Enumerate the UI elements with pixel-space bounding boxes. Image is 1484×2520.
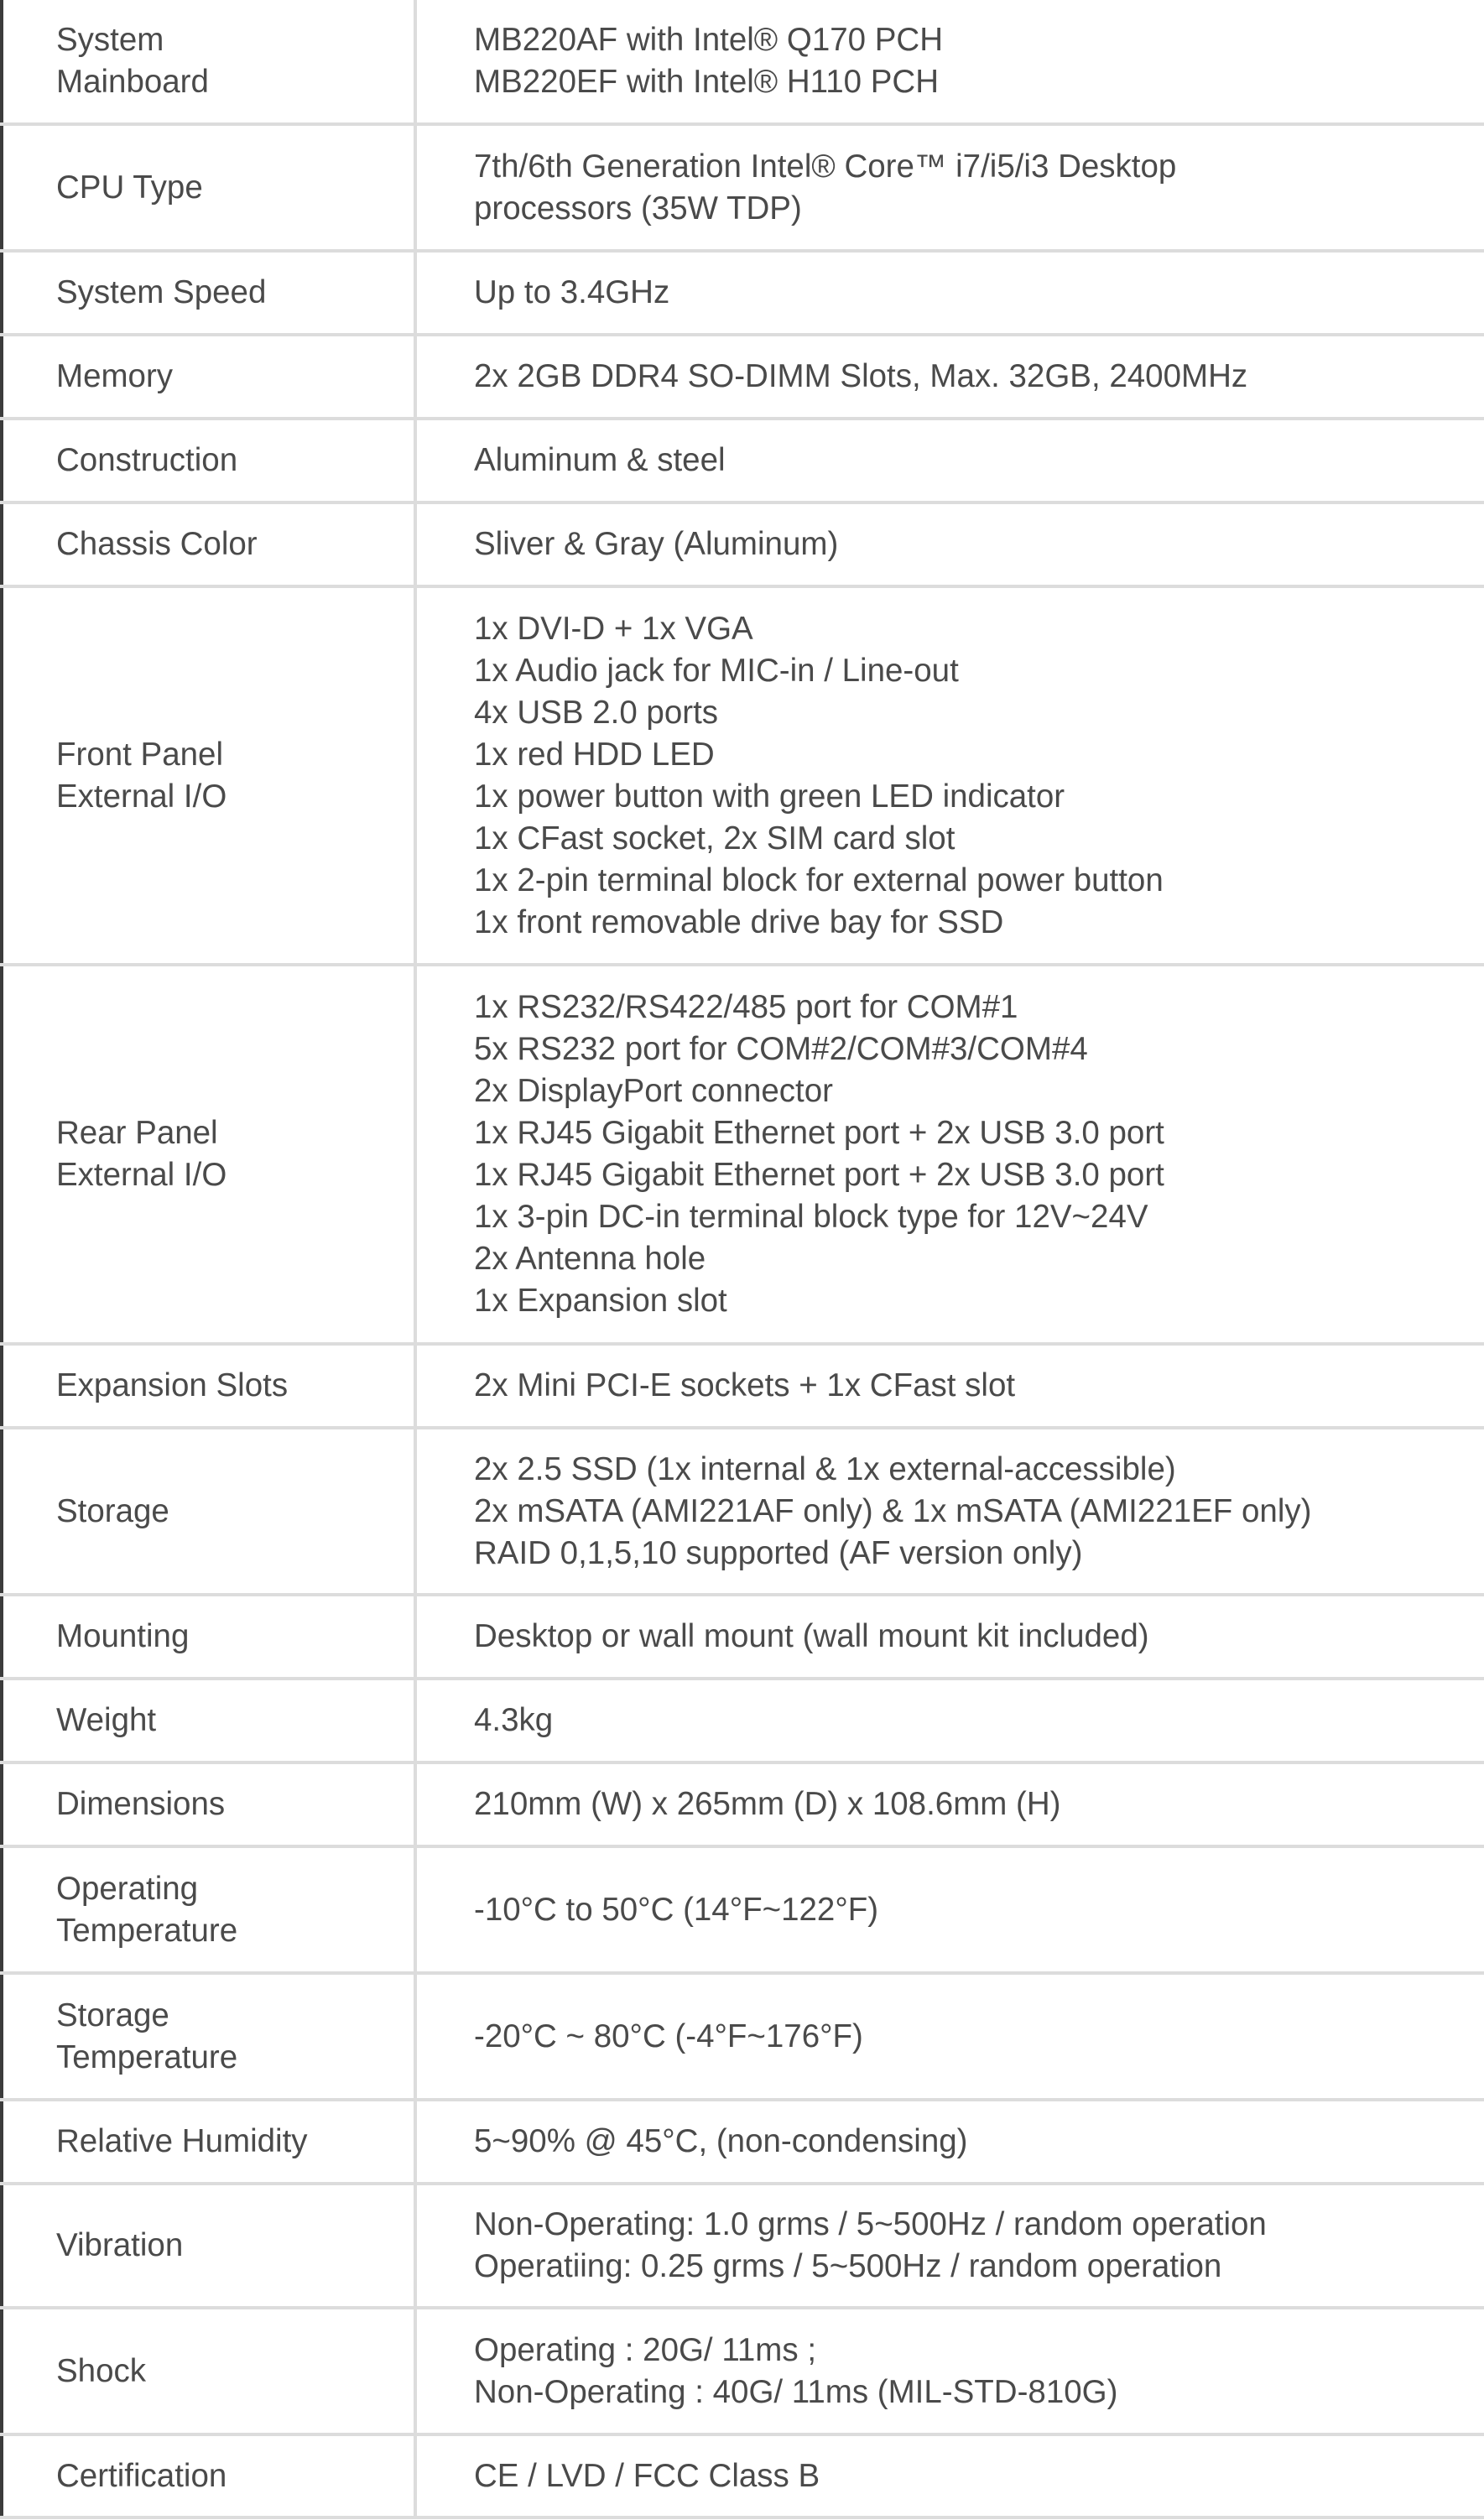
spec-value-line: 4x USB 2.0 ports — [474, 694, 719, 731]
spec-label: Memory — [2, 335, 415, 419]
spec-value-line: Up to 3.4GHz — [474, 274, 670, 310]
spec-value-line: 2x DisplayPort connector — [474, 1073, 833, 1109]
spec-label: Storage Temperature — [2, 1973, 415, 2100]
spec-value-line: Operatiing: 0.25 grms / 5~500Hz / random operation — [474, 2248, 1222, 2284]
spec-value-line: 4.3kg — [474, 1702, 554, 1738]
spec-value — [415, 502, 1484, 586]
spec-value-line: Sliver & Gray (Aluminum) — [474, 526, 839, 562]
spec-value-line: 1x Expansion slot — [474, 1283, 727, 1319]
spec-label: Operating Temperature — [2, 1846, 415, 1973]
spec-value — [415, 419, 1484, 502]
spec-label: System Mainboard — [2, 0, 415, 124]
spec-value — [415, 2184, 1484, 2308]
spec-value-line: MB220EF with Intel® H110 PCH — [474, 64, 940, 100]
spec-label: Front Panel External I/O — [2, 586, 415, 965]
spec-value — [415, 2100, 1484, 2184]
spec-value-line: Operating : 20G/ 11ms ; — [474, 2331, 817, 2368]
spec-value-line: CE / LVD / FCC Class B — [474, 2457, 820, 2494]
spec-value-line: 1x 3-pin DC-in terminal block type for 12V~24V — [474, 1199, 1148, 1235]
spec-value — [415, 335, 1484, 419]
spec-value-line: 1x RJ45 Gigabit Ethernet port + 2x USB 3.0 port — [474, 1157, 1164, 1193]
spec-value-line: processors (35W TDP) — [474, 190, 802, 226]
spec-value-line: 1x DVI-D + 1x VGA — [474, 610, 753, 647]
spec-label: Relative Humidity — [2, 2100, 415, 2184]
spec-value-line: 1x 2-pin terminal block for external power button — [474, 862, 1164, 898]
spec-value-line: Non-Operating : 40G/ 11ms (MIL-STD-810G) — [474, 2373, 1118, 2410]
spec-row — [2, 1344, 1484, 1428]
spec-value — [415, 124, 1484, 251]
spec-value — [415, 1428, 1484, 1595]
spec-label: Mounting — [2, 1595, 415, 1679]
spec-row — [2, 1679, 1484, 1762]
spec-value — [415, 1344, 1484, 1428]
spec-label: Weight — [2, 1679, 415, 1762]
spec-value-line: 1x RS232/RS422/485 port for COM#1 — [474, 989, 1018, 1025]
spec-value-line: 1x CFast socket, 2x SIM card slot — [474, 820, 955, 856]
spec-label: Expansion Slots — [2, 1344, 415, 1428]
spec-row — [2, 502, 1484, 586]
spec-label: Vibration — [2, 2184, 415, 2308]
spec-value-line: 1x Audio jack for MIC-in / Line-out — [474, 652, 959, 689]
spec-label: Storage — [2, 1428, 415, 1595]
spec-value — [415, 2308, 1484, 2434]
spec-row — [2, 965, 1484, 1344]
spec-value-line: 1x RJ45 Gigabit Ethernet port + 2x USB 3.0 port — [474, 1115, 1164, 1151]
spec-value — [415, 2434, 1484, 2517]
spec-row — [2, 2100, 1484, 2184]
spec-value — [415, 965, 1484, 1344]
spec-label: System Speed — [2, 251, 415, 335]
spec-row — [2, 1846, 1484, 1973]
specifications-table-body — [2, 0, 1484, 2517]
spec-value-line: 1x red HDD LED — [474, 736, 715, 773]
spec-row — [2, 335, 1484, 419]
spec-value — [415, 251, 1484, 335]
spec-row — [2, 1973, 1484, 2100]
spec-label: Construction — [2, 419, 415, 502]
spec-value-line: 1x power button with green LED indicator — [474, 778, 1065, 815]
spec-value-line: 2x mSATA (AMI221AF only) & 1x mSATA (AMI221EF only) — [474, 1492, 1312, 1529]
spec-value-line: 7th/6th Generation Intel® Core™ i7/i5/i3 Desktop — [474, 148, 1177, 185]
spec-value — [415, 586, 1484, 965]
spec-row — [2, 2184, 1484, 2308]
spec-value-line: 2x Antenna hole — [474, 1241, 706, 1277]
spec-value-line: -20°C ~ 80°C (-4°F~176°F) — [474, 2018, 863, 2054]
spec-value — [415, 1679, 1484, 1762]
spec-row — [2, 1762, 1484, 1846]
spec-value — [415, 0, 1484, 124]
spec-value-line: -10°C to 50°C (14°F~122°F) — [474, 1891, 879, 1928]
spec-value-line: 210mm (W) x 265mm (D) x 108.6mm (H) — [474, 1786, 1061, 1822]
spec-row — [2, 419, 1484, 502]
spec-row — [2, 124, 1484, 251]
spec-row — [2, 0, 1484, 124]
spec-value — [415, 1846, 1484, 1973]
spec-value-line: 2x 2.5 SSD (1x internal & 1x external-accessible) — [474, 1450, 1176, 1487]
spec-value — [415, 1973, 1484, 2100]
spec-row — [2, 251, 1484, 335]
spec-value-line: 2x Mini PCI-E sockets + 1x CFast slot — [474, 1367, 1016, 1403]
spec-label: CPU Type — [2, 124, 415, 251]
spec-label: Dimensions — [2, 1762, 415, 1846]
spec-value-line: MB220AF with Intel® Q170 PCH — [474, 22, 944, 58]
spec-row — [2, 1595, 1484, 1679]
spec-value-line: 5x RS232 port for COM#2/COM#3/COM#4 — [474, 1031, 1088, 1067]
spec-value — [415, 1595, 1484, 1679]
spec-value — [415, 1762, 1484, 1846]
spec-label: Certification — [2, 2434, 415, 2517]
spec-value-line: Aluminum & steel — [474, 442, 726, 478]
spec-value-line: 2x 2GB DDR4 SO-DIMM Slots, Max. 32GB, 2400MHz — [474, 358, 1248, 394]
spec-value-line: 1x front removable drive bay for SSD — [474, 903, 1004, 940]
spec-row — [2, 2434, 1484, 2517]
spec-value-line: Non-Operating: 1.0 grms / 5~500Hz / random operation — [474, 2206, 1267, 2242]
spec-value-line: RAID 0,1,5,10 supported (AF version only) — [474, 1534, 1083, 1571]
spec-value-line: 5~90% @ 45°C, (non-condensing) — [474, 2123, 968, 2159]
spec-value-line: Desktop or wall mount (wall mount kit included) — [474, 1618, 1149, 1654]
spec-row — [2, 2308, 1484, 2434]
spec-label: Chassis Color — [2, 502, 415, 586]
spec-label: Rear Panel External I/O — [2, 965, 415, 1344]
spec-label: Shock — [2, 2308, 415, 2434]
spec-row — [2, 586, 1484, 965]
spec-row — [2, 1428, 1484, 1595]
